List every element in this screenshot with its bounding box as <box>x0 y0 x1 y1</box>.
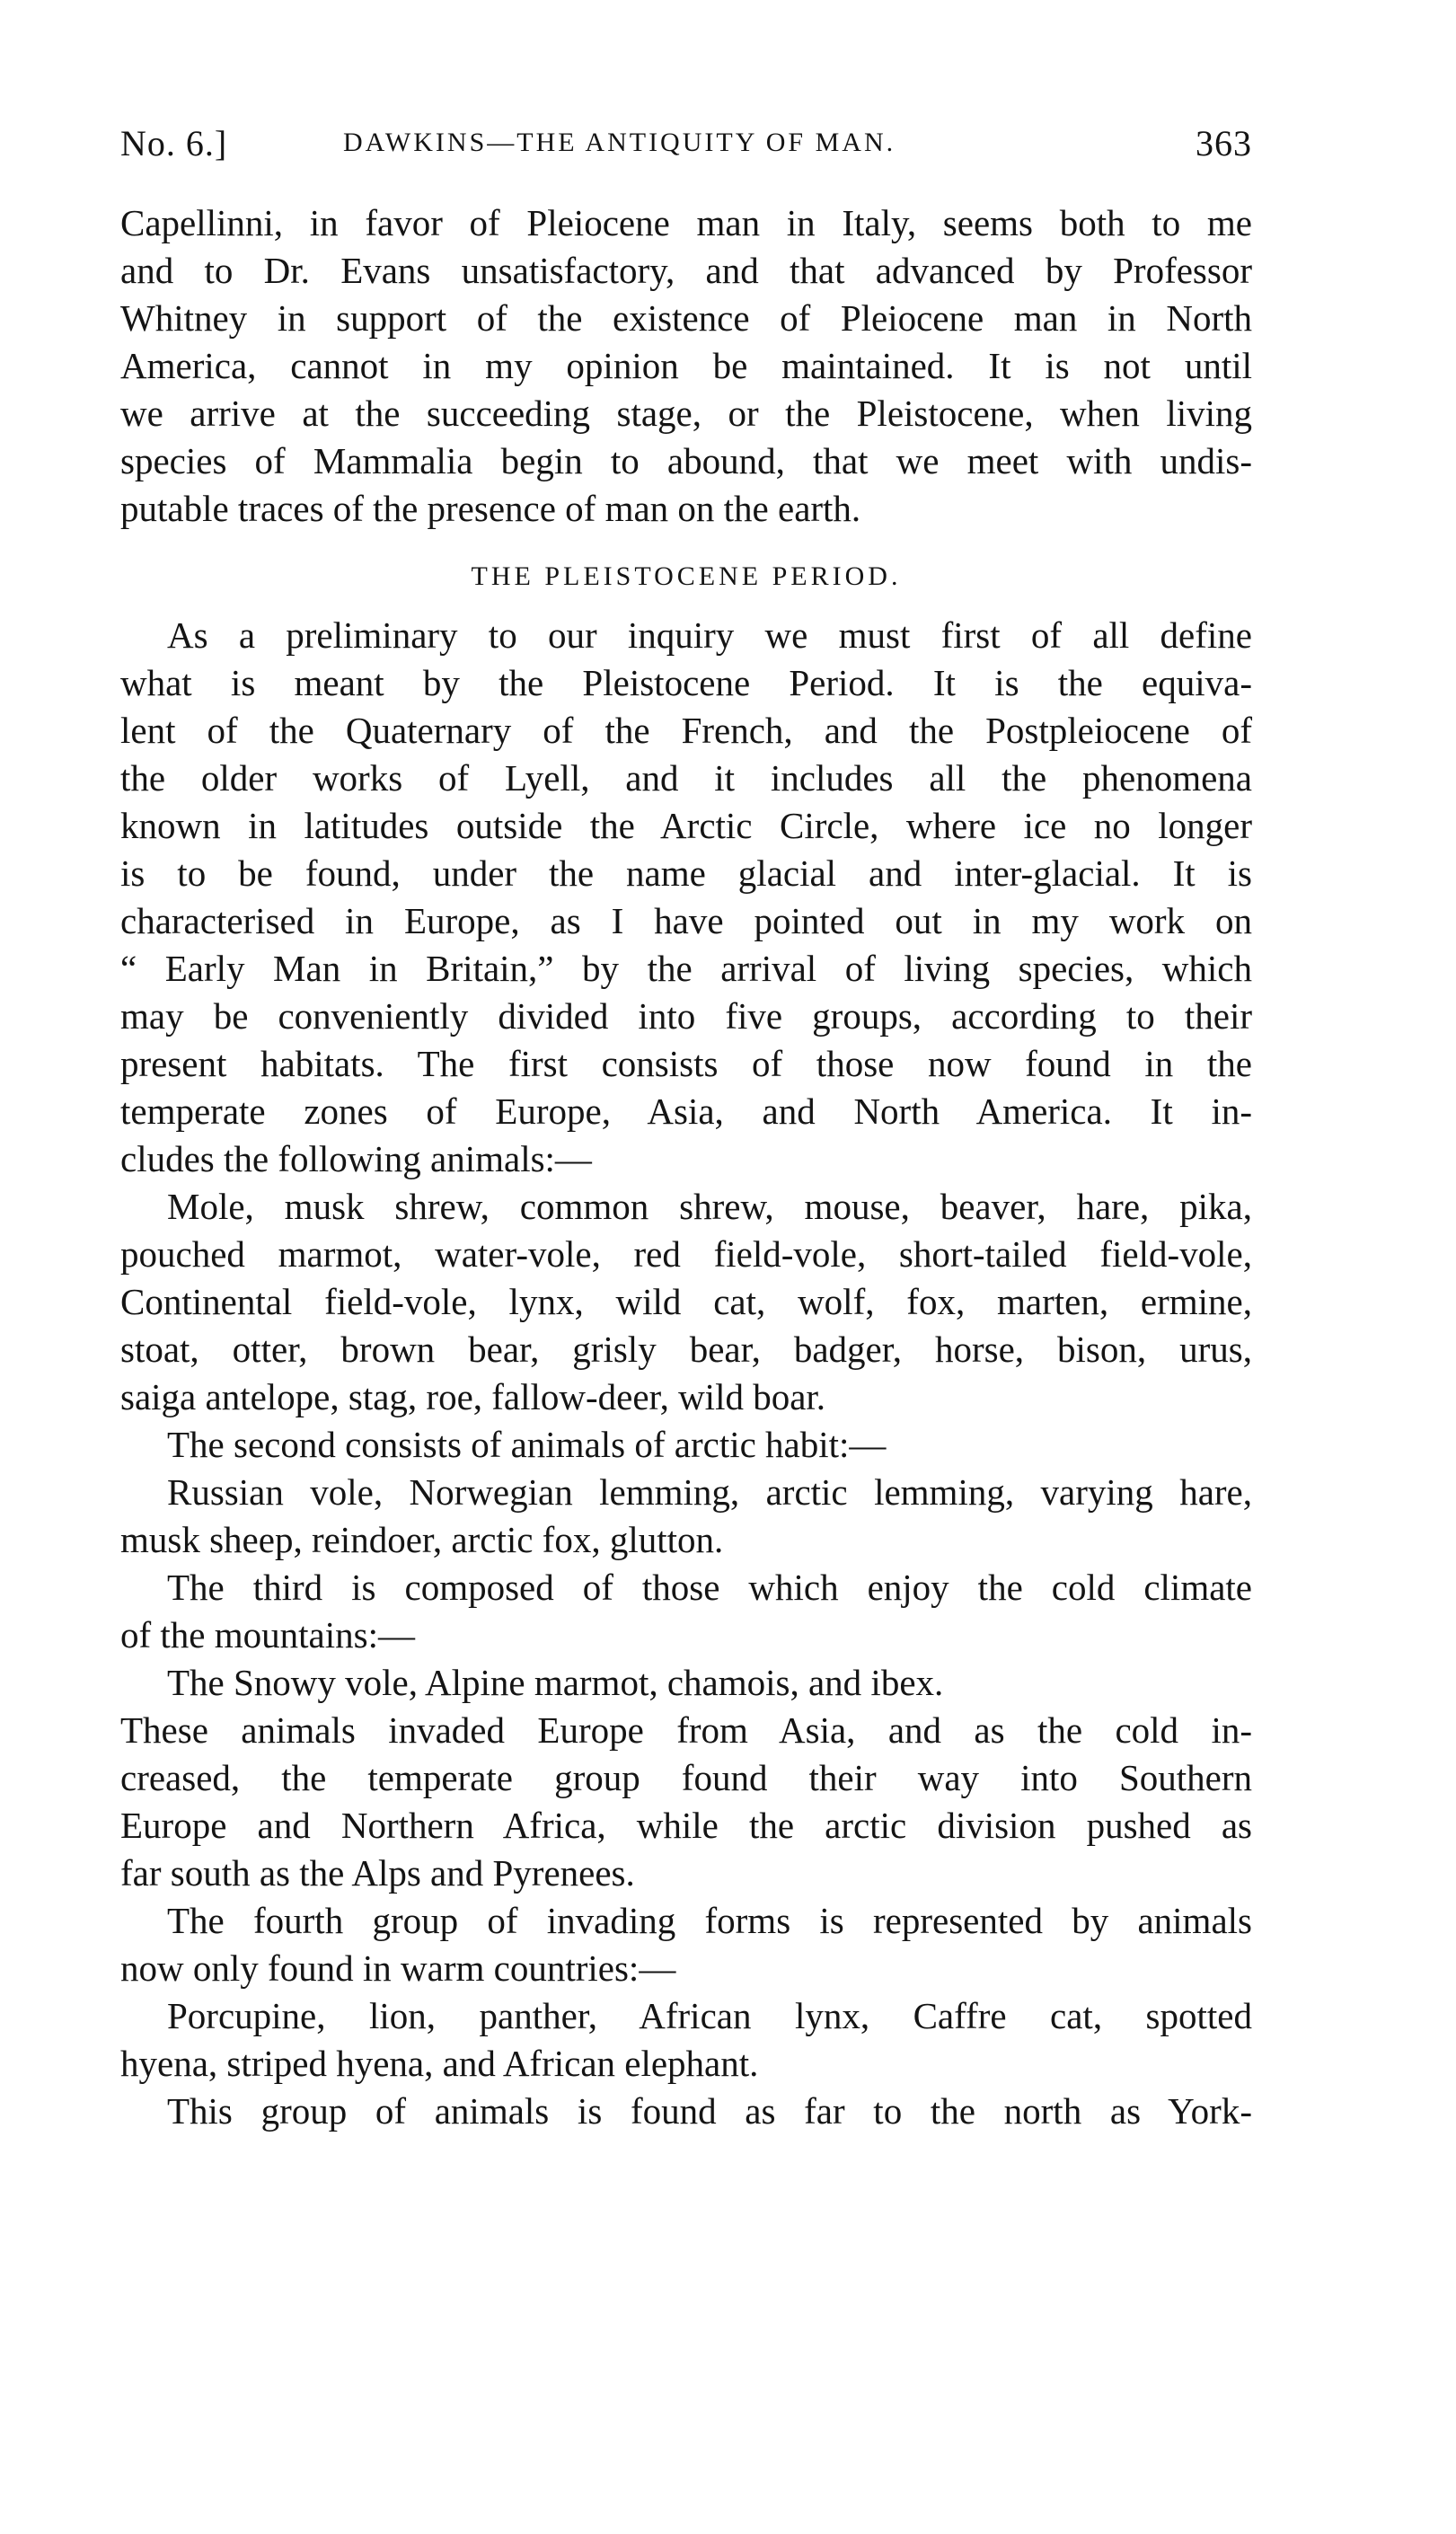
text-line: is to be found, under the name glacial and inter-glacial. It is <box>120 852 1252 894</box>
text-line: Europe and Northern Africa, while the arctic division pushed as <box>120 1805 1252 1846</box>
text-line: known in latitudes outside the Arctic Circle, where ice no longer <box>120 805 1252 846</box>
text-line: temperate zones of Europe, Asia, and North America. It in- <box>120 1090 1252 1132</box>
text-line: The third is composed of those which enjoy the cold climate <box>167 1567 1252 1608</box>
text-line: we arrive at the succeeding stage, or the Pleistocene, when living <box>120 393 1252 434</box>
text-line: the older works of Lyell, and it includes all the phenomena <box>120 757 1252 799</box>
text-line: The fourth group of invading forms is represented by animals <box>167 1900 1252 1941</box>
section-heading: THE PLEISTOCENE PERIOD. <box>471 561 902 591</box>
page-number: 363 <box>1196 123 1252 163</box>
text-line: present habitats. The first consists of those now found in the <box>120 1043 1252 1084</box>
text-line: lent of the Quaternary of the French, and the Postpleiocene of <box>120 710 1252 751</box>
text-line: pouched marmot, water-vole, red field-vole, short-tailed field-vole, <box>120 1233 1252 1275</box>
text-line: Continental field-vole, lynx, wild cat, wolf, fox, marten, ermine, <box>120 1281 1252 1322</box>
text-line: The second consists of animals of arctic habit:— <box>167 1424 887 1465</box>
text-line: These animals invaded Europe from Asia, and as the cold in- <box>120 1709 1252 1751</box>
running-title: DAWKINS—THE ANTIQUITY OF MAN. <box>343 128 896 157</box>
text-line: America, cannot in my opinion be maintained. It is not until <box>120 345 1252 386</box>
text-line: stoat, otter, brown bear, grisly bear, badger, horse, bison, urus, <box>120 1329 1252 1370</box>
issue-number: No. 6.] <box>120 123 228 163</box>
text-line: This group of animals is found as far to the north as York- <box>167 2090 1252 2132</box>
text-line: cludes the following animals:— <box>120 1138 592 1179</box>
text-line: The Snowy vole, Alpine marmot, chamois, and ibex. <box>167 1662 944 1703</box>
text-line: Porcupine, lion, panther, African lynx, Caffre cat, spotted <box>167 1995 1252 2036</box>
text-line: putable traces of the presence of man on the earth. <box>120 488 861 529</box>
text-line: Russian vole, Norwegian lemming, arctic lemming, varying hare, <box>167 1471 1252 1513</box>
text-line: far south as the Alps and Pyrenees. <box>120 1852 635 1894</box>
text-line: musk sheep, reindoer, arctic fox, glutton. <box>120 1519 724 1560</box>
text-line: species of Mammalia begin to abound, that we meet with undis- <box>120 440 1252 481</box>
text-line: now only found in warm countries:— <box>120 1947 676 1989</box>
text-line: “ Early Man in Britain,” by the arrival of living species, which <box>120 948 1252 989</box>
text-line: Whitney in support of the existence of Pleiocene man in North <box>120 297 1252 339</box>
text-line: and to Dr. Evans unsatisfactory, and that advanced by Professor <box>120 250 1252 291</box>
running-header <box>120 122 1252 176</box>
text-line: Capellinni, in favor of Pleiocene man in Italy, seems both to me <box>120 202 1252 243</box>
text-line: As a preliminary to our inquiry we must first of all define <box>167 614 1252 656</box>
text-line: saiga antelope, stag, roe, fallow-deer, wild boar. <box>120 1376 826 1417</box>
text-line: Mole, musk shrew, common shrew, mouse, beaver, hare, pika, <box>167 1186 1252 1227</box>
text-line: creased, the temperate group found their way into Southern <box>120 1757 1252 1798</box>
text-line: of the mountains:— <box>120 1614 415 1655</box>
text-line: characterised in Europe, as I have pointed out in my work on <box>120 900 1252 941</box>
text-line: what is meant by the Pleistocene Period. It is the equiva- <box>120 662 1252 703</box>
text-line: may be conveniently divided into five groups, according to their <box>120 995 1252 1037</box>
page-text <box>120 199 1252 2135</box>
text-line: hyena, striped hyena, and African elephant. <box>120 2043 759 2084</box>
